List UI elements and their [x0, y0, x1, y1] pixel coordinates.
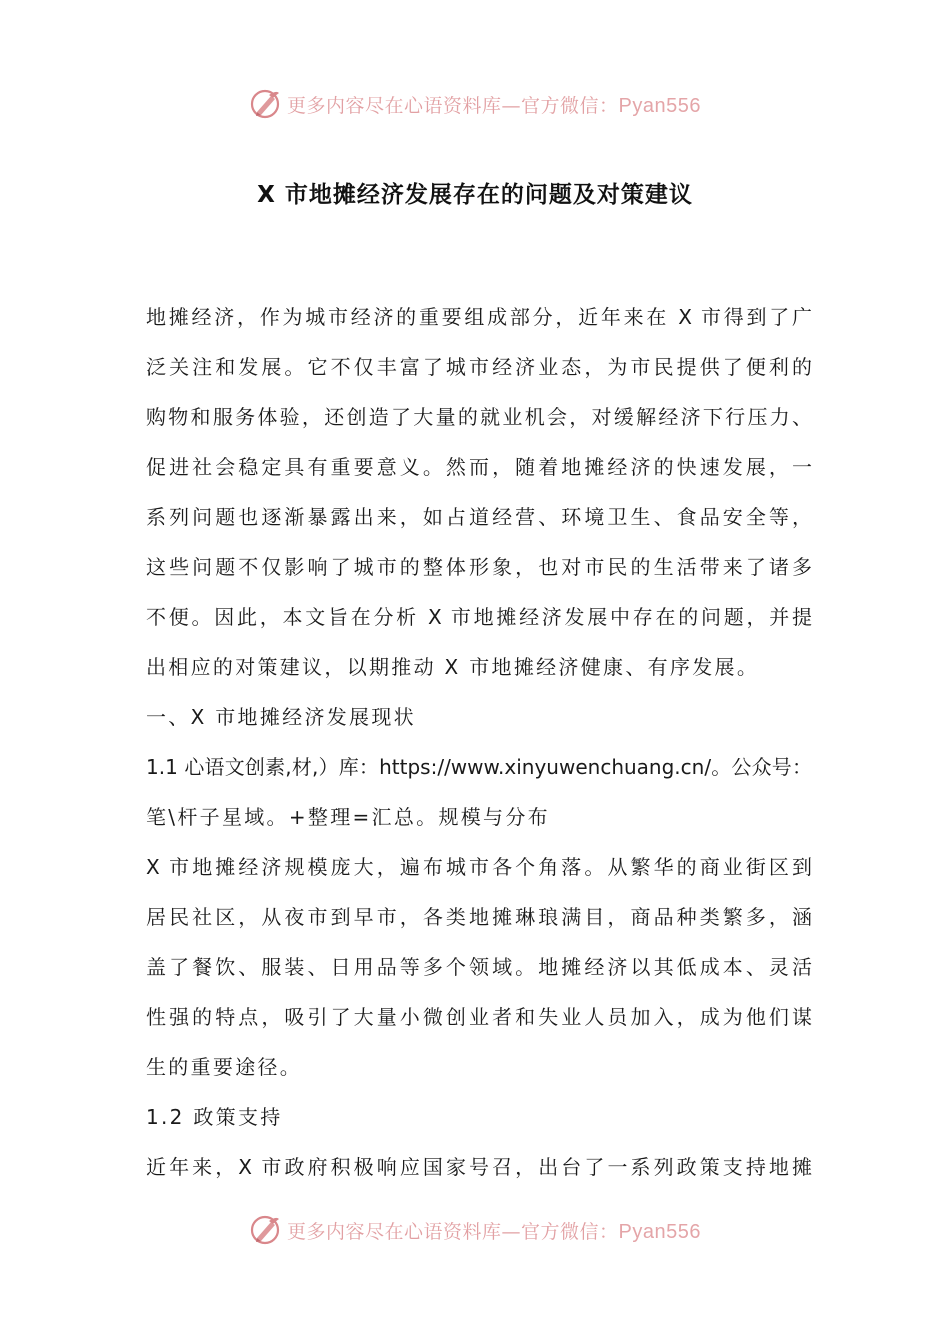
pen-logo-icon	[249, 87, 283, 121]
subsection-heading-line: 笔\杆子星域。+整理=汇总。规模与分布	[146, 805, 550, 829]
section-heading: 一、X 市地摊经济发展现状	[146, 705, 416, 729]
body-line: 促进社会稳定具有重要意义。然而，随着地摊经济的快速发展，一	[146, 455, 812, 479]
footer-watermark	[0, 1208, 950, 1252]
body-line: 地摊经济，作为城市经济的重要组成部分，近年来在 X 市得到了广	[146, 305, 812, 329]
header-watermark	[0, 82, 950, 126]
body-line: 系列问题也逐渐暴露出来，如占道经营、环境卫生、食品安全等，	[146, 505, 812, 529]
body-line: 不便。因此，本文旨在分析 X 市地摊经济发展中存在的问题，并提	[146, 605, 812, 629]
pen-logo-icon	[249, 1213, 283, 1247]
body-line: 盖了餐饮、服装、日用品等多个领域。地摊经济以其低成本、灵活	[146, 955, 812, 979]
body-line: 生的重要途径。	[146, 1055, 303, 1079]
document-title: X 市地摊经济发展存在的问题及对策建议	[257, 182, 693, 208]
body-line: 这些问题不仅影响了城市的整体形象，也对市民的生活带来了诸多	[146, 555, 812, 579]
body-line: 泛关注和发展。它不仅丰富了城市经济业态，为市民提供了便利的	[146, 355, 812, 379]
subsection-heading-line: 1.1 心语文创素,材,）库：https://www.xinyuwenchuang.cn/。公众号：	[146, 755, 812, 779]
subsection-heading: 1.2 政策支持	[146, 1105, 283, 1129]
body-line: 性强的特点，吸引了大量小微创业者和失业人员加入，成为他们谋	[146, 1005, 812, 1029]
body-line: 居民社区，从夜市到早市，各类地摊琳琅满目，商品种类繁多，涵	[146, 905, 812, 929]
body-line: X 市地摊经济规模庞大，遍布城市各个角落。从繁华的商业街区到	[146, 855, 812, 879]
document-body	[146, 292, 812, 1192]
body-line: 出相应的对策建议，以期推动 X 市地摊经济健康、有序发展。	[146, 655, 760, 679]
body-line: 购物和服务体验，还创造了大量的就业机会，对缓解经济下行压力、	[146, 405, 812, 429]
watermark-text: 更多内容尽在心语资料库—官方微信：Pyan556	[287, 1220, 701, 1243]
watermark-text: 更多内容尽在心语资料库—官方微信：Pyan556	[287, 94, 701, 117]
body-line: 近年来，X 市政府积极响应国家号召，出台了一系列政策支持地摊	[146, 1155, 812, 1179]
